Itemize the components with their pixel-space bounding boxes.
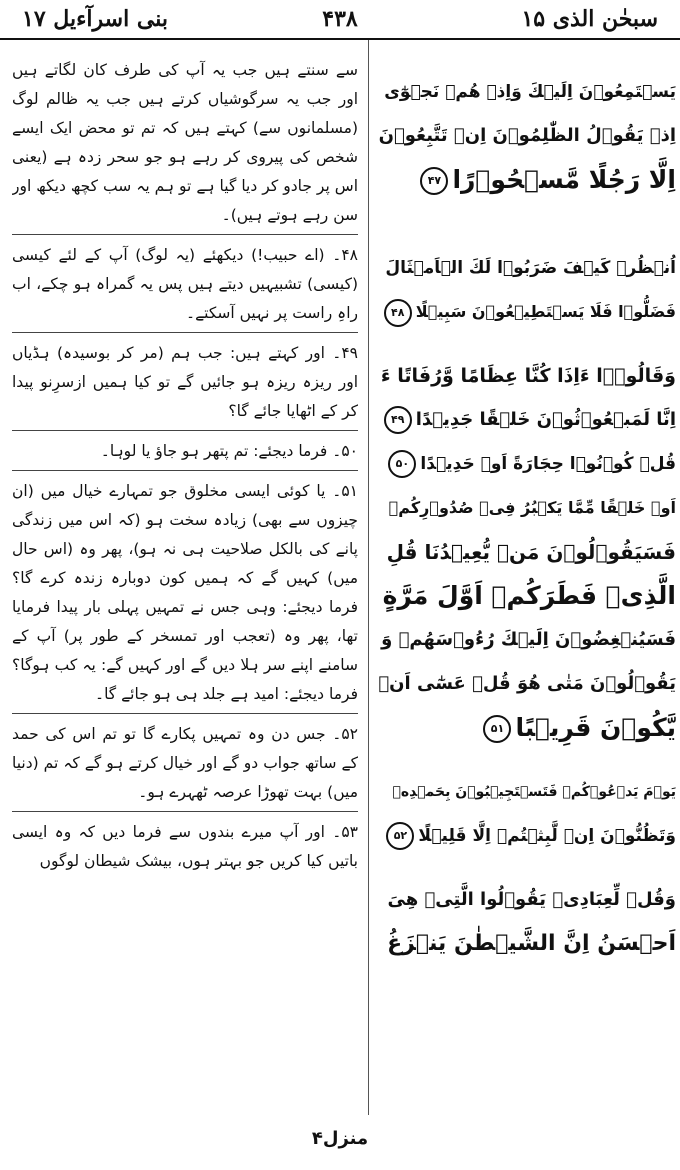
verse-line: اَوۡ خَلۡقًا مِّمَّا يَكۡبُرُ فِىۡ صُدُوۡرِكُمۡ	[388, 498, 676, 517]
urdu-translation-column	[12, 56, 358, 1106]
verse-53	[376, 878, 676, 966]
verse-line: اِذۡ يَقُوۡلُ الظّٰلِمُوۡنَ اِنۡ تَتَّبِعُوۡنَ	[378, 125, 676, 146]
verse-line: وَقَالُوۡۤا ءَاِذَا كُنَّا عِظَامًا وَّرُفَاتًا ءَ	[380, 365, 676, 387]
ayah-marker: ۵۰	[388, 450, 416, 478]
verse-line	[376, 398, 676, 442]
divider	[12, 332, 358, 333]
verse-line	[376, 442, 676, 486]
verse-line: الَّذِىۡ فَطَرَكُمۡ اَوَّلَ مَرَّةٍ	[382, 581, 676, 610]
ayah-marker: ۵۱	[483, 715, 511, 743]
verse-line	[376, 290, 676, 334]
ayah-marker: ۴۷	[420, 167, 448, 195]
translation-para-47: سے سنتے ہیں جب یہ آپ کی طرف کان لگاتے ہیں اور جب یہ سرگوشیاں کرتے ہیں جب یہ ظالم لوگ (مسلمانوں سے) کہتے ہیں کہ تم تو محض ایک ایسے شخص کی پیروی کر رہے ہو جو سحر زدہ ہے (یعنی اس پر جادو کر دیا گیا ہے تو ہم یہ سب کچھ دیکھ اور سن رہے ہوتے ہیں)۔	[12, 61, 358, 224]
ayah-marker: ۵۲	[386, 822, 414, 850]
juz-title: سبحٰن الذی ۱۵	[521, 6, 658, 32]
verse-line	[376, 706, 676, 750]
translation-para-51: ۵۱۔ یا کوئی ایسی مخلوق جو تمہارے خیال میں (ان چیزوں سے بھی) زیادہ سخت ہو (کہ اس میں زندگی پانے کی بالکل صلاحیت ہی نہ ہو)، پھر وہ (اس حال میں) کہیں گے کہ ہمیں کون دوبارہ زندہ کرے گا؟ فرما دیجئے: وہی جس نے تمہیں پہلی بار پیدا فرمایا تھا، پھر وہ (تعجب اور تمسخر کے طور پر) آپ کے سامنے اپنے سر ہلا دیں گے اور کہیں گے: یہ کب ہوگا؟ فرما دیجئے: امید ہے جلد ہی ہو جائے گا۔	[12, 482, 358, 703]
arabic-text-column	[376, 70, 676, 1115]
divider	[12, 234, 358, 235]
header-rule	[0, 38, 680, 40]
verse-text: وَتَظُنُّوۡنَ اِنۡ لَّبِثۡتُمۡ اِلَّا قَلِيۡلًا	[418, 826, 676, 846]
verse-line	[376, 158, 676, 202]
page-number: ۴۳۸	[322, 6, 358, 32]
verse-line	[376, 814, 676, 858]
divider	[12, 713, 358, 714]
translation-para-48: ۴۸۔ (اے حبیب!) دیکھئے (یہ لوگ) آپ کے لئے کیسی (کیسی) تشبیہیں دیتے ہیں پس یہ گمراہ ہو چکے، اب راہِ راست پر نہیں آسکتے۔	[12, 246, 358, 322]
verse-text: فَضَلُّوۡا فَلَا يَسۡتَطِيۡعُوۡنَ سَبِيۡلًا	[415, 302, 676, 321]
verse-52	[376, 770, 676, 858]
manzil-marker: منزل۴	[311, 1128, 369, 1149]
verse-50	[376, 442, 676, 486]
verse-text: اِلَّا رَجُلًا مَّسۡحُوۡرًا	[452, 165, 676, 194]
surah-title: بنی اسرآءیل ۱۷	[22, 6, 168, 32]
verse-49	[376, 354, 676, 442]
verse-text: قُلۡ كُوۡنُوۡا حِجَارَةً اَوۡ حَدِيۡدًا	[420, 454, 676, 474]
verse-text: اِنَّا لَمَبۡعُوۡثُوۡنَ خَلۡقًا جَدِيۡدًا	[415, 409, 676, 430]
divider	[12, 430, 358, 431]
verse-line: اُنۡظُرۡ كَيۡفَ ضَرَبُوۡا لَكَ الۡاَمۡثَالَ	[385, 258, 676, 278]
ayah-marker: ۴۹	[384, 406, 412, 434]
divider	[12, 811, 358, 812]
divider	[12, 470, 358, 471]
verse-line: اَحۡسَنُ اِنَّ الشَّيۡطٰنَ يَنۡزَغُ	[387, 931, 676, 956]
translation-para-49: ۴۹۔ اور کہتے ہیں: جب ہم (مر کر بوسیدہ) ہڈیاں اور ریزہ ریزہ ہو جائیں گے تو کیا ہمیں ازسرِنو پیدا کر کے اٹھایا جائے گا؟	[12, 344, 358, 420]
verse-line: وَقُلۡ لِّعِبَادِىۡ يَقُوۡلُوا الَّتِىۡ هِىَ	[387, 889, 676, 910]
verse-text: يَّكُوۡنَ قَرِيۡبًا	[515, 713, 676, 742]
verse-51	[376, 486, 676, 750]
verse-48	[376, 246, 676, 334]
ayah-marker: ۴۸	[384, 299, 412, 327]
column-divider	[368, 40, 369, 1115]
translation-para-53: ۵۳۔ اور آپ میرے بندوں سے فرما دیں کہ وہ ایسی باتیں کیا کریں جو بہتر ہوں، بیشک شیطان لوگوں	[12, 823, 358, 870]
translation-para-50: ۵۰۔ فرما دیجئے: تم پتھر ہو جاؤ یا لوہا۔	[100, 442, 358, 460]
verse-line: يَوۡمَ يَدۡعُوۡكُمۡ فَتَسۡتَجِيۡبُوۡنَ بِحَمۡدِهٖ	[392, 784, 676, 800]
verse-47	[376, 70, 676, 202]
verse-line: يَسۡتَمِعُوۡنَ اِلَيۡكَ وَاِذۡ هُمۡ نَجۡوٰٓى	[384, 82, 676, 102]
verse-line: فَسَيَقُوۡلُوۡنَ مَنۡ يُّعِيۡدُنَا قُلِ	[386, 540, 676, 564]
translation-para-52: ۵۲۔ جس دن وہ تمہیں پکارے گا تو تم اس کی حمد کے ساتھ جواب دو گے اور خیال کرتے ہو گے کہ تم (دنیا میں) بہت تھوڑا عرصہ ٹھہرے ہو۔	[12, 725, 358, 801]
verse-line: يَقُوۡلُوۡنَ مَتٰى هُوَ قُلۡ عَسٰٓى اَنۡ	[378, 673, 676, 694]
verse-line: فَسَيُنۡغِضُوۡنَ اِلَيۡكَ رُءُوۡسَهُمۡ وَ	[381, 629, 676, 650]
